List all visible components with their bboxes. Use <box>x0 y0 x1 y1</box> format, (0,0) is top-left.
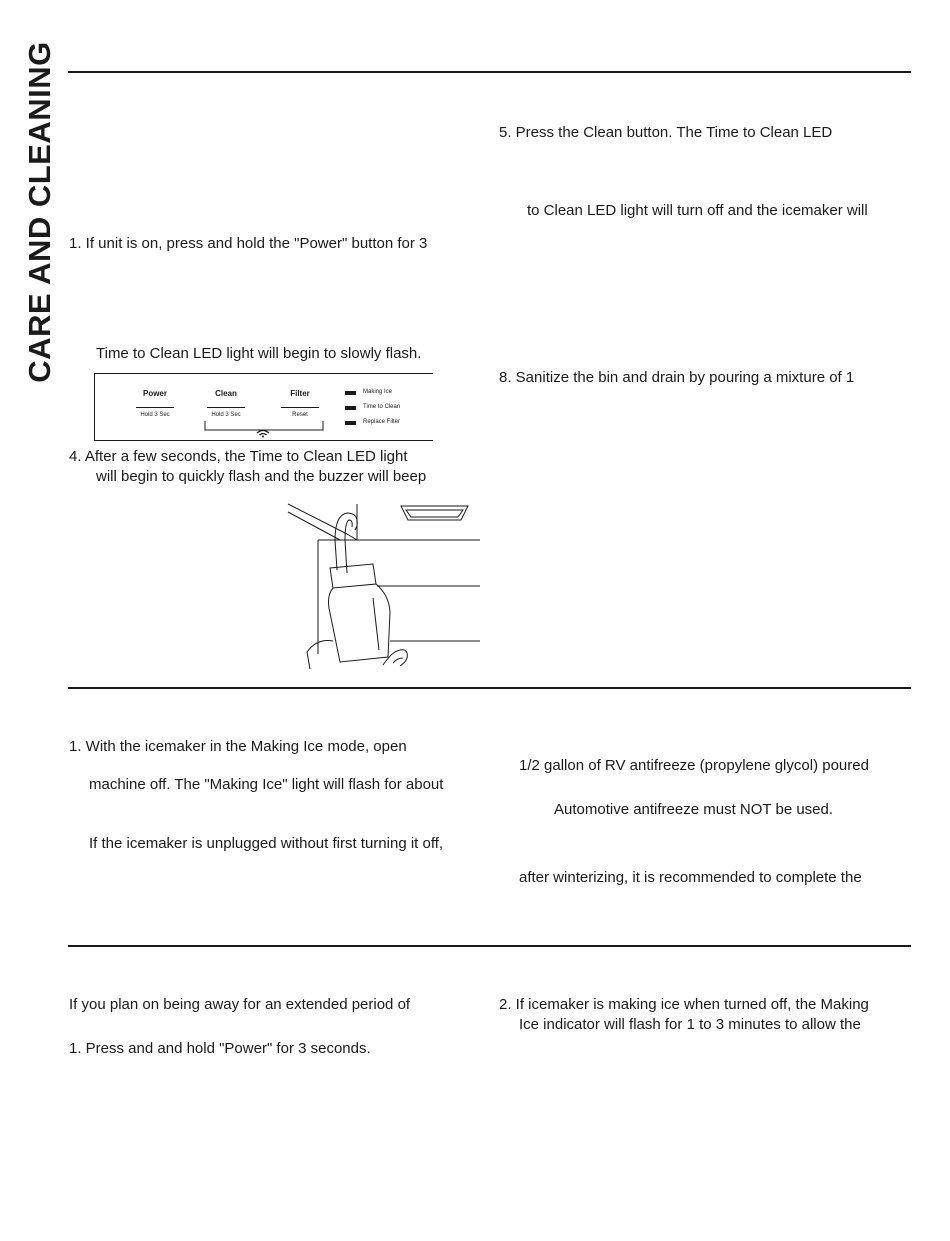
panel-clean-label: Clean <box>215 389 237 398</box>
panel-power-sub: Hold 3 Sec <box>140 412 170 418</box>
step-1-text: 1. If unit is on, press and hold the "Power" button for 3 <box>69 235 428 252</box>
winterize-unplug-text: If the icemaker is unplugged without first turning it off, <box>89 835 444 852</box>
step-8-text: 8. Sanitize the bin and drain by pouring a mixture of 1 <box>499 369 855 386</box>
panel-power-divider <box>136 407 174 408</box>
control-panel-diagram <box>94 373 433 441</box>
step-3-tail-text: Time to Clean LED light will begin to slowly flash. <box>96 345 422 362</box>
panel-clean-sub: Hold 3 Sec <box>211 412 241 418</box>
step-5-text: 5. Press the Clean button. The Time to Clean LED <box>499 124 833 141</box>
step-4-line-1: 4. After a few seconds, the Time to Clean LED light <box>69 448 408 465</box>
lower-divider <box>68 945 911 947</box>
winterize-antifreeze-text: 1/2 gallon of RV antifreeze (propylene glycol) poured <box>519 757 869 774</box>
time-to-clean-label: Time to Clean <box>363 404 401 410</box>
replace-filter-label: Replace Filter <box>363 419 401 425</box>
panel-filter-sub: Reset <box>292 412 308 418</box>
wifi-bracket-icon <box>203 420 327 438</box>
away-step-2-line-2: Ice indicator will flash for 1 to 3 minutes to allow the <box>519 1016 861 1033</box>
making-ice-label: Making Ice <box>363 389 393 395</box>
bottle-pouring-illustration <box>285 500 481 670</box>
winterize-making-ice-text: machine off. The "Making Ice" light will flash for about <box>89 776 444 793</box>
middle-divider <box>68 687 911 689</box>
replace-filter-led <box>345 421 356 425</box>
away-step-2-line-1: 2. If icemaker is making ice when turned off, the Making <box>499 996 869 1013</box>
top-divider <box>68 71 911 73</box>
winterize-warning-text: Automotive antifreeze must NOT be used. <box>554 801 834 818</box>
away-step-1-text: 1. Press and and hold "Power" for 3 seconds. <box>69 1040 371 1057</box>
step-5-continued-text: to Clean LED light will turn off and the icemaker will <box>527 202 868 219</box>
panel-filter-divider <box>281 407 319 408</box>
panel-clean-divider <box>207 407 245 408</box>
panel-filter-label: Filter <box>290 389 310 398</box>
away-intro-text: If you plan on being away for an extended period of <box>69 996 411 1013</box>
making-ice-led <box>345 391 356 395</box>
panel-power-label: Power <box>142 389 167 398</box>
time-to-clean-led <box>345 406 356 410</box>
step-4-line-2: will begin to quickly flash and the buzzer will beep <box>96 468 427 485</box>
winterize-step-1-text: 1. With the icemaker in the Making Ice mode, open <box>69 738 407 755</box>
section-side-title: CARE AND CLEANING <box>22 41 57 383</box>
winterize-recommend-text: after winterizing, it is recommended to complete the <box>519 869 862 886</box>
